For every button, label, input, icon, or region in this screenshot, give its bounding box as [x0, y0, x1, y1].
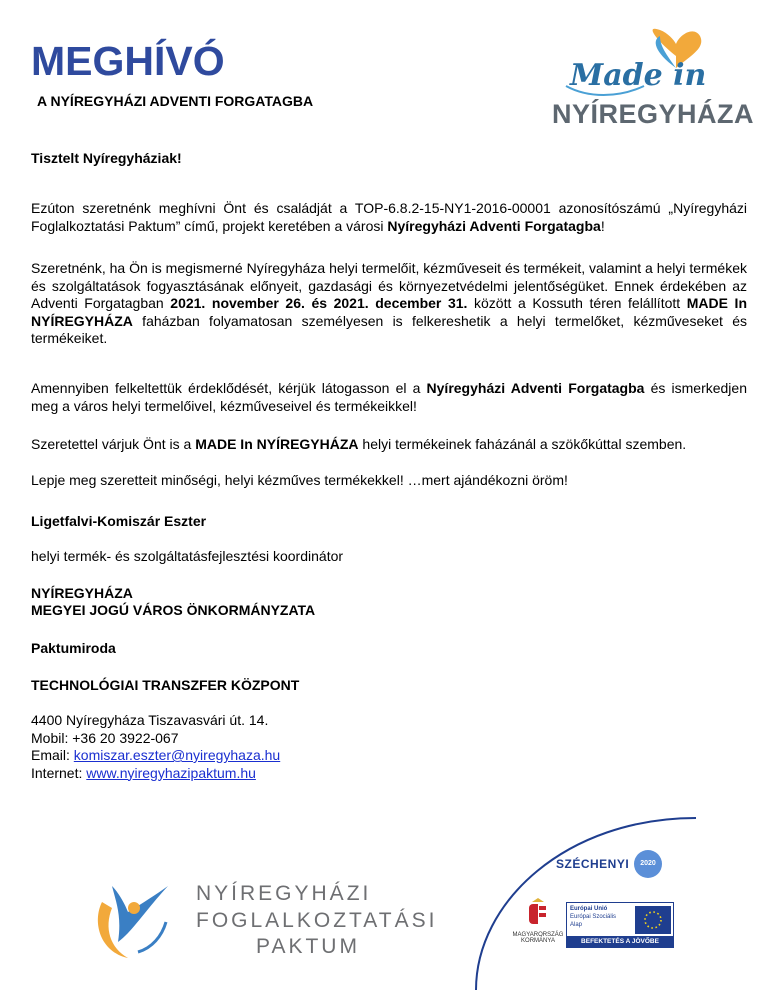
- paragraph-4: Szeretettel várjuk Önt is a MADE In NYÍREGYHÁZA helyi termékeinek faházánál a szökőkúttal szemben.: [31, 436, 687, 452]
- paragraph-3: Amennyiben felkeltettük érdeklődését, kérjük látogasson el a Nyíregyházi Adventi Forgatagba és ismerkedjen meg a város helyi termelőivel, kézműveseivel és termékeikkel!: [31, 380, 747, 414]
- internet-line: Internet: www.nyiregyhazipaktum.hu: [31, 764, 256, 781]
- signature-name: Ligetfalvi-Komiszár Eszter: [31, 513, 207, 529]
- government-label: MAGYARORSZÁG KORMÁNYA: [512, 932, 564, 944]
- paktum-line-2: FOGLALKOZTATÁSI: [196, 909, 438, 932]
- paktum-line-3: PAKTUM: [256, 935, 360, 958]
- paktum-logo-icon: [88, 872, 178, 962]
- signature-role: helyi termék- és szolgáltatásfejlesztési koordinátor: [31, 548, 344, 564]
- address: 4400 Nyíregyháza Tiszavasvári út. 14.: [31, 712, 269, 728]
- page-title: MEGHÍVÓ: [31, 38, 225, 84]
- email-link[interactable]: komiszar.eszter@nyiregyhaza.hu: [73, 747, 281, 763]
- hungary-coat-of-arms-icon: [526, 896, 550, 928]
- eu-slogan-banner: BEFEKTETÉS A JÖVŐBE: [566, 936, 674, 948]
- made-in-text: Made in: [570, 58, 707, 93]
- center-name: TECHNOLÓGIAI TRANSZFER KÖZPONT: [31, 677, 300, 693]
- org-line-2: MEGYEI JOGÚ VÁROS ÖNKORMÁNYZATA: [31, 602, 316, 618]
- contact-block: [31, 712, 280, 782]
- office-name: Paktumiroda: [31, 640, 116, 656]
- mobile-number: +36 20 3922-067: [72, 729, 179, 746]
- email-line: Email: komiszar.eszter@nyiregyhaza.hu: [31, 747, 281, 763]
- greeting: Tisztelt Nyíregyháziak!: [31, 150, 182, 166]
- made-in-city-text: NYÍREGYHÁZA: [552, 99, 755, 129]
- paragraph-5: Lepje meg szeretteit minőségi, helyi kézműves termékekkel! …mert ajándékozni öröm!: [31, 472, 568, 488]
- eu-flag-icon: [635, 906, 671, 934]
- paragraph-2: Szeretnénk, ha Ön is megismerné Nyíregyháza helyi termelőit, kézműveseit és termékeit, valamint a helyi termékek és szolgáltatások fogyasztásának előnyeit, gazdasági és környezetvédelmi jelentőségüket. Ennek érdekében az Adventi Forgatagban 2021. november 26. és 2021. december 31. között a Kossuth téren felállított MADE In NYÍREGYHÁZA faházban folyamatosan személyesen is felkereshetik a helyi termelőket, kézműveseket és termékeiket.: [31, 260, 748, 346]
- szechenyi-2020-badge: 2020: [634, 850, 662, 878]
- page-subtitle: A NYÍREGYHÁZI ADVENTI FORGATAGBA: [37, 93, 314, 109]
- eu-box: [566, 902, 674, 938]
- org-line-1: NYÍREGYHÁZA: [31, 585, 133, 601]
- mobile-line: Mobil: +36 20 3922-067: [31, 729, 179, 746]
- szechenyi-text: SZÉCHENYI: [556, 857, 630, 871]
- paragraph-1: Ezúton szeretnénk meghívni Önt és családját a TOP-6.8.2-15-NY1-2016-00001 azonosítószámú „Nyíregyházi Foglalkoztatási Paktum” című, projekt keretében a városi Nyíregyházi Adventi Forgatagba!: [31, 200, 747, 234]
- paktum-line-1: NYÍREGYHÁZI: [196, 882, 372, 905]
- website-link[interactable]: www.nyiregyhazipaktum.hu: [86, 764, 256, 781]
- eu-text: Európai Unió Európai Szociális Alap: [570, 906, 617, 928]
